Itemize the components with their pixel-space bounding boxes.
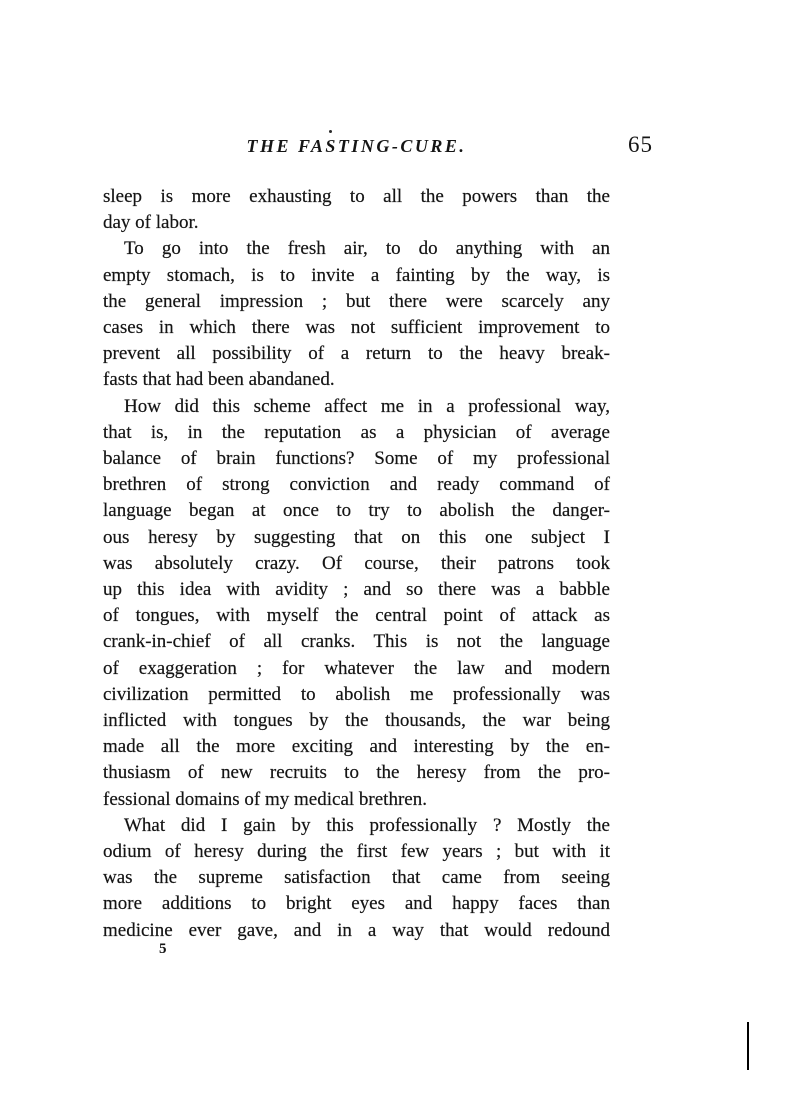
text-line: inflicted with tongues by the thousands, the war being: [103, 710, 610, 732]
text-line: To go into the fresh air, to do anything with an: [124, 238, 610, 260]
text-line: cases in which there was not sufficient improvement to: [103, 317, 610, 339]
page-title: THE FASTING-CURE.: [246, 136, 467, 156]
text-line: up this idea with avidity ; and so there was a babble: [103, 579, 610, 601]
scan-speck: [329, 130, 332, 133]
text-line: crank-in-chief of all cranks. This is not the language: [103, 631, 610, 653]
text-line: How did this scheme affect me in a professional way,: [124, 395, 610, 417]
text-line: day of labor.: [103, 212, 199, 234]
paragraph: [103, 394, 610, 813]
signature-mark: 5: [159, 941, 167, 957]
text-line: of tongues, with myself the central point of attack as: [103, 605, 610, 627]
text-line: medicine ever gave, and in a way that would redound: [103, 919, 610, 941]
text-line: thusiasm of new recruits to the heresy from the pro-: [103, 762, 610, 784]
text-line: was the supreme satisfaction that came from seeing: [103, 867, 610, 889]
text-line: prevent all possibility of a return to the heavy break-: [103, 343, 610, 365]
text-line: odium of heresy during the first few years ; but with it: [103, 841, 610, 863]
text-line: What did I gain by this professionally ? Mostly the: [124, 814, 610, 836]
text-line: more additions to bright eyes and happy faces than: [103, 893, 610, 915]
paragraph: [103, 813, 610, 944]
paragraph: [103, 236, 610, 393]
text-line: civilization permitted to abolish me professionally was: [103, 683, 610, 705]
text-line: empty stomach, is to invite a fainting by the way, is: [103, 264, 610, 286]
text-line: language began at once to try to abolish the danger-: [103, 500, 610, 522]
text-line: was absolutely crazy. Of course, their patrons took: [103, 552, 610, 574]
text-line: brethren of strong conviction and ready command of: [103, 474, 610, 496]
page-number: 65: [628, 132, 653, 157]
text-line: of exaggeration ; for whatever the law and modern: [103, 657, 610, 679]
text-line: the general impression ; but there were scarcely any: [103, 290, 610, 312]
scan-artifact-line: [747, 1022, 749, 1070]
paragraph: [103, 184, 610, 236]
text-line: fasts that had been abandaned.: [103, 369, 335, 391]
text-line: ous heresy by suggesting that on this one subject I: [103, 526, 610, 548]
text-line: that is, in the reputation as a physician of average: [103, 421, 610, 443]
text-line: balance of brain functions? Some of my professional: [103, 448, 610, 470]
text-line: fessional domains of my medical brethren.: [103, 788, 427, 810]
page-body: [103, 184, 610, 944]
text-line: sleep is more exhausting to all the powers than the: [103, 186, 610, 207]
running-header: [103, 136, 610, 157]
text-line: made all the more exciting and interesting by the en-: [103, 736, 610, 758]
